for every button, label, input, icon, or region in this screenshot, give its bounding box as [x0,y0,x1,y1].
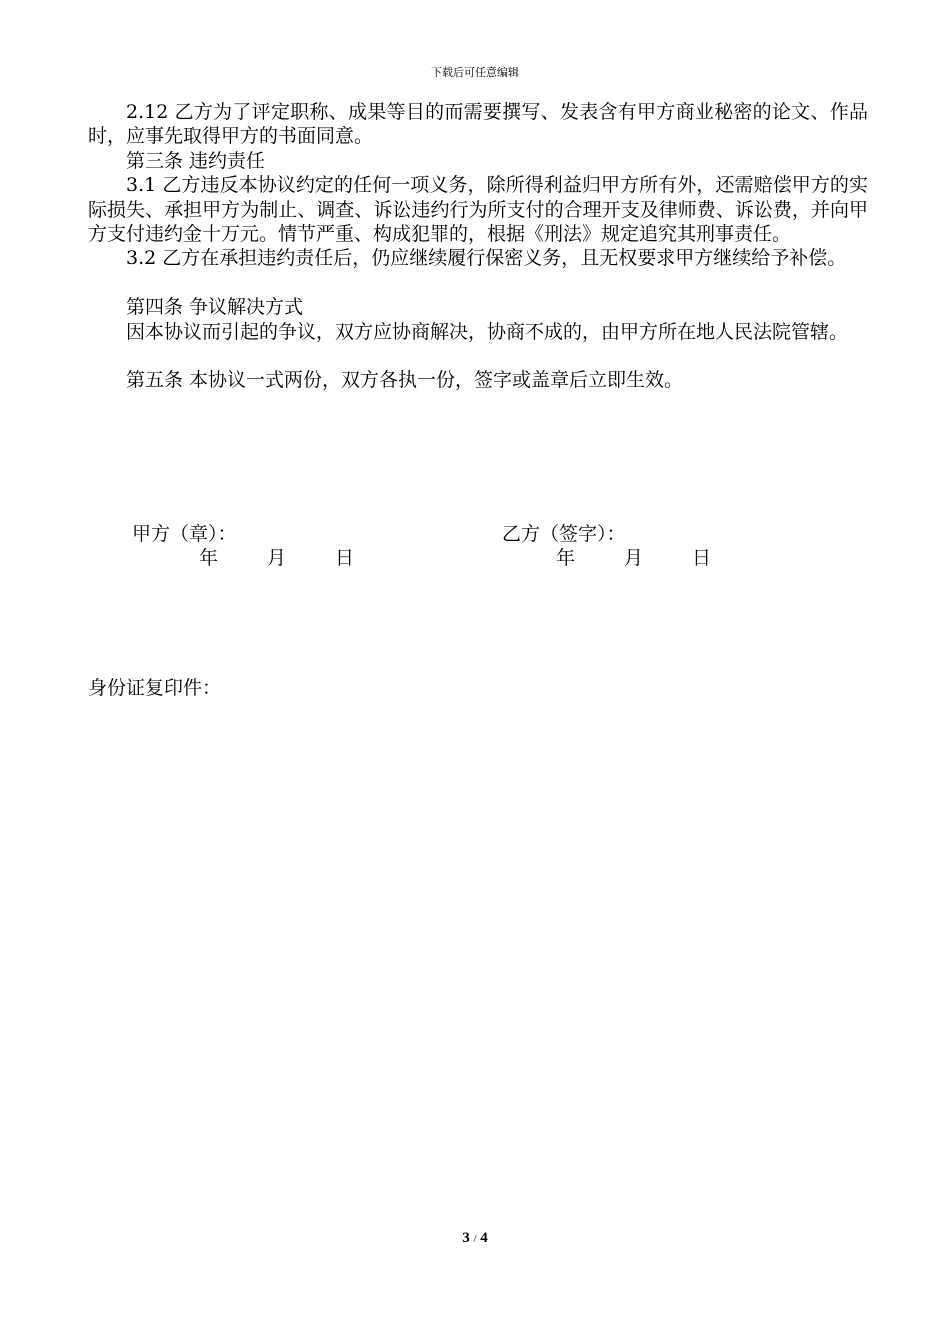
article-3-heading: 第三条 违约责任 [126,149,266,172]
party-a-signature-label: 甲方（章）： [132,523,237,545]
id-copy-label: 身份证复印件： [88,677,222,699]
party-b-signature-label: 乙方（签字）： [502,523,626,545]
party-b-day: 日 [692,547,712,570]
party-a-day: 日 [335,547,355,570]
clause-3-1: 3.1 乙方违反本协议约定的任何一项义务，除所得利益归甲方所有外，还需赔偿甲方的实际损失、承担甲方为制止、调查、诉讼违约行为所支付的合理开支及律师费、诉讼费，并向甲方支付违约金十万元。情节严重、构成犯罪的，根据《刑法》规定追究其刑事责任。 [88,174,868,246]
page-number [0,1229,950,1248]
party-a-month: 月 [267,547,287,570]
article-5-text: 第五条 本协议一式两份，双方各执一份，签字或盖章后立即生效。 [126,369,684,392]
clause-3-2: 3.2 乙方在承担违约责任后，仍应继续履行保密义务，且无权要求甲方继续给予补偿。 [126,247,847,270]
party-a-date [199,546,403,570]
document-body [88,100,868,393]
party-a-year: 年 [199,547,219,570]
article-4-heading: 第四条 争议解决方式 [126,296,304,319]
page-separator: / [473,1233,477,1245]
party-b-date [556,546,760,570]
clause-2-12: 2.12 乙方为了评定职称、成果等目的而需要撰写、发表含有甲方商业秘密的论文、作品时，应事先取得甲方的书面同意。 [88,101,868,148]
party-b-year: 年 [556,547,576,570]
total-pages: 4 [480,1230,488,1246]
current-page: 3 [462,1230,470,1246]
page-header: 下载后可任意编辑 [431,66,519,79]
article-4-text: 因本协议而引起的争议，双方应协商解决，协商不成的，由甲方所在地人民法院管辖。 [126,320,849,343]
party-b-month: 月 [624,547,644,570]
